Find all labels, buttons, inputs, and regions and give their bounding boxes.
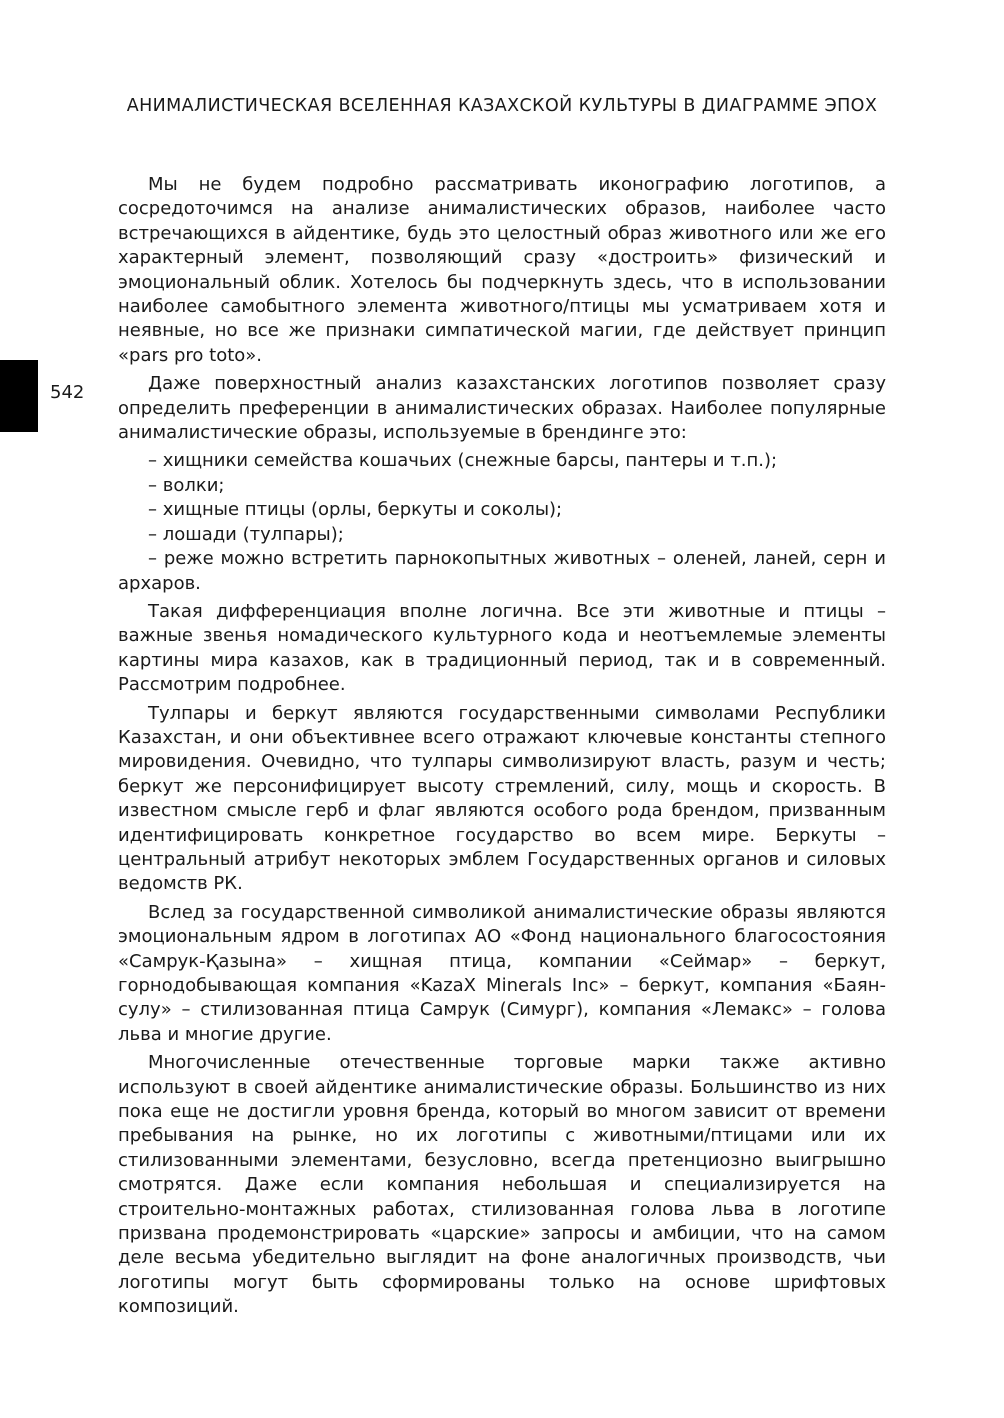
paragraph: Мы не будем подробно рассматривать иконографию логотипов, а сосредоточимся на анализе анималистических образов, наиболее часто встречающихся в айдентике, будь это целостный образ животного или же его характерный элемент, позволяющий сразу «достроить» физический и эмоциональный облик. Хотелось бы подчеркнуть здесь, что в использовании наиболее самобытного элемента животного/птицы мы усматриваем хотя и неявные, но все же признаки симпатической магии, где действует принцип «pars pro toto».	[118, 174, 886, 366]
page-edge-tab	[0, 360, 38, 432]
list-item: – хищные птицы (орлы, беркуты и соколы);	[148, 499, 563, 521]
page-number: 542	[50, 382, 85, 403]
list-item: – реже можно встретить парнокопытных животных – оленей, ланей, серн и архаров.	[118, 548, 886, 594]
paragraph: Даже поверхностный анализ казахстанских логотипов позволяет сразу определить преференции в анималистических образах. Наиболее популярные анималистические образы, используемые в брендинге это:	[118, 373, 886, 444]
list-item: – волки;	[148, 474, 225, 496]
list-item: – хищники семейства кошачьих (снежные барсы, пантеры и т.п.);	[148, 450, 778, 472]
running-head: АНИМАЛИСТИЧЕСКАЯ ВСЕЛЕННАЯ КАЗАХСКОЙ КУЛЬТУРЫ В ДИАГРАММЕ ЭПОХ	[126, 96, 878, 116]
paragraph: Вслед за государственной символикой анималистические образы являются эмоциональным ядром в логотипах АО «Фонд национального благосостояния «Самрук-Қазына» – хищная птица, компании «Сеймар» – беркут, горнодобывающая компания «KazaX Minerals Inc» – беркут, компания «Баян-сулу» – стилизованная птица Самрук (Симург), компания «Лемакс» – голова льва и многие другие.	[118, 901, 886, 1045]
paragraph: Тулпары и беркут являются государственными символами Республики Казахстан, и они объективнее всего отражают ключевые константы степного мировидения. Очевидно, что тулпары символизируют власть, разум и честь; беркут же персонифицирует высоту стремлений, силу, мощь и скорость. В известном смысле герб и флаг являются особого рода брендом, призванным идентифицировать конкретное государство во всем мире. Беркуты – центральный атрибут некоторых эмблем Государственных органов и силовых ведомств РК.	[118, 702, 886, 895]
paragraph: Многочисленные отечественные торговые марки также активно используют в своей айдентике анималистические образы. Большинство из них пока еще не достигли уровня бренда, который во многом зависит от времени пребывания на рынке, но их логотипы с животными/птицами или их стилизованными элементами, безусловно, всегда претенциозно выигрышно смотрятся. Даже если компания небольшая и специализируется на строительно-монтажных работах, стилизованная голова льва в логотипе призвана продемонстрировать «царские» запросы и амбиции, что на самом деле весьма убедительно выглядит на фоне аналогичных производств, чьи логотипы могут быть сформированы только на основе шрифтовых композиций.	[118, 1052, 886, 1318]
paragraph: Такая дифференциация вполне логична. Все эти животные и птицы – важные звенья номадического культурного кода и неотъемлемые элементы картины мира казахов, как в традиционный период, так и в современный. Рассмотрим подробнее.	[118, 600, 886, 696]
body-text	[118, 173, 886, 1324]
animal-list	[118, 449, 886, 595]
list-item: – лошади (тулпары);	[148, 523, 344, 545]
